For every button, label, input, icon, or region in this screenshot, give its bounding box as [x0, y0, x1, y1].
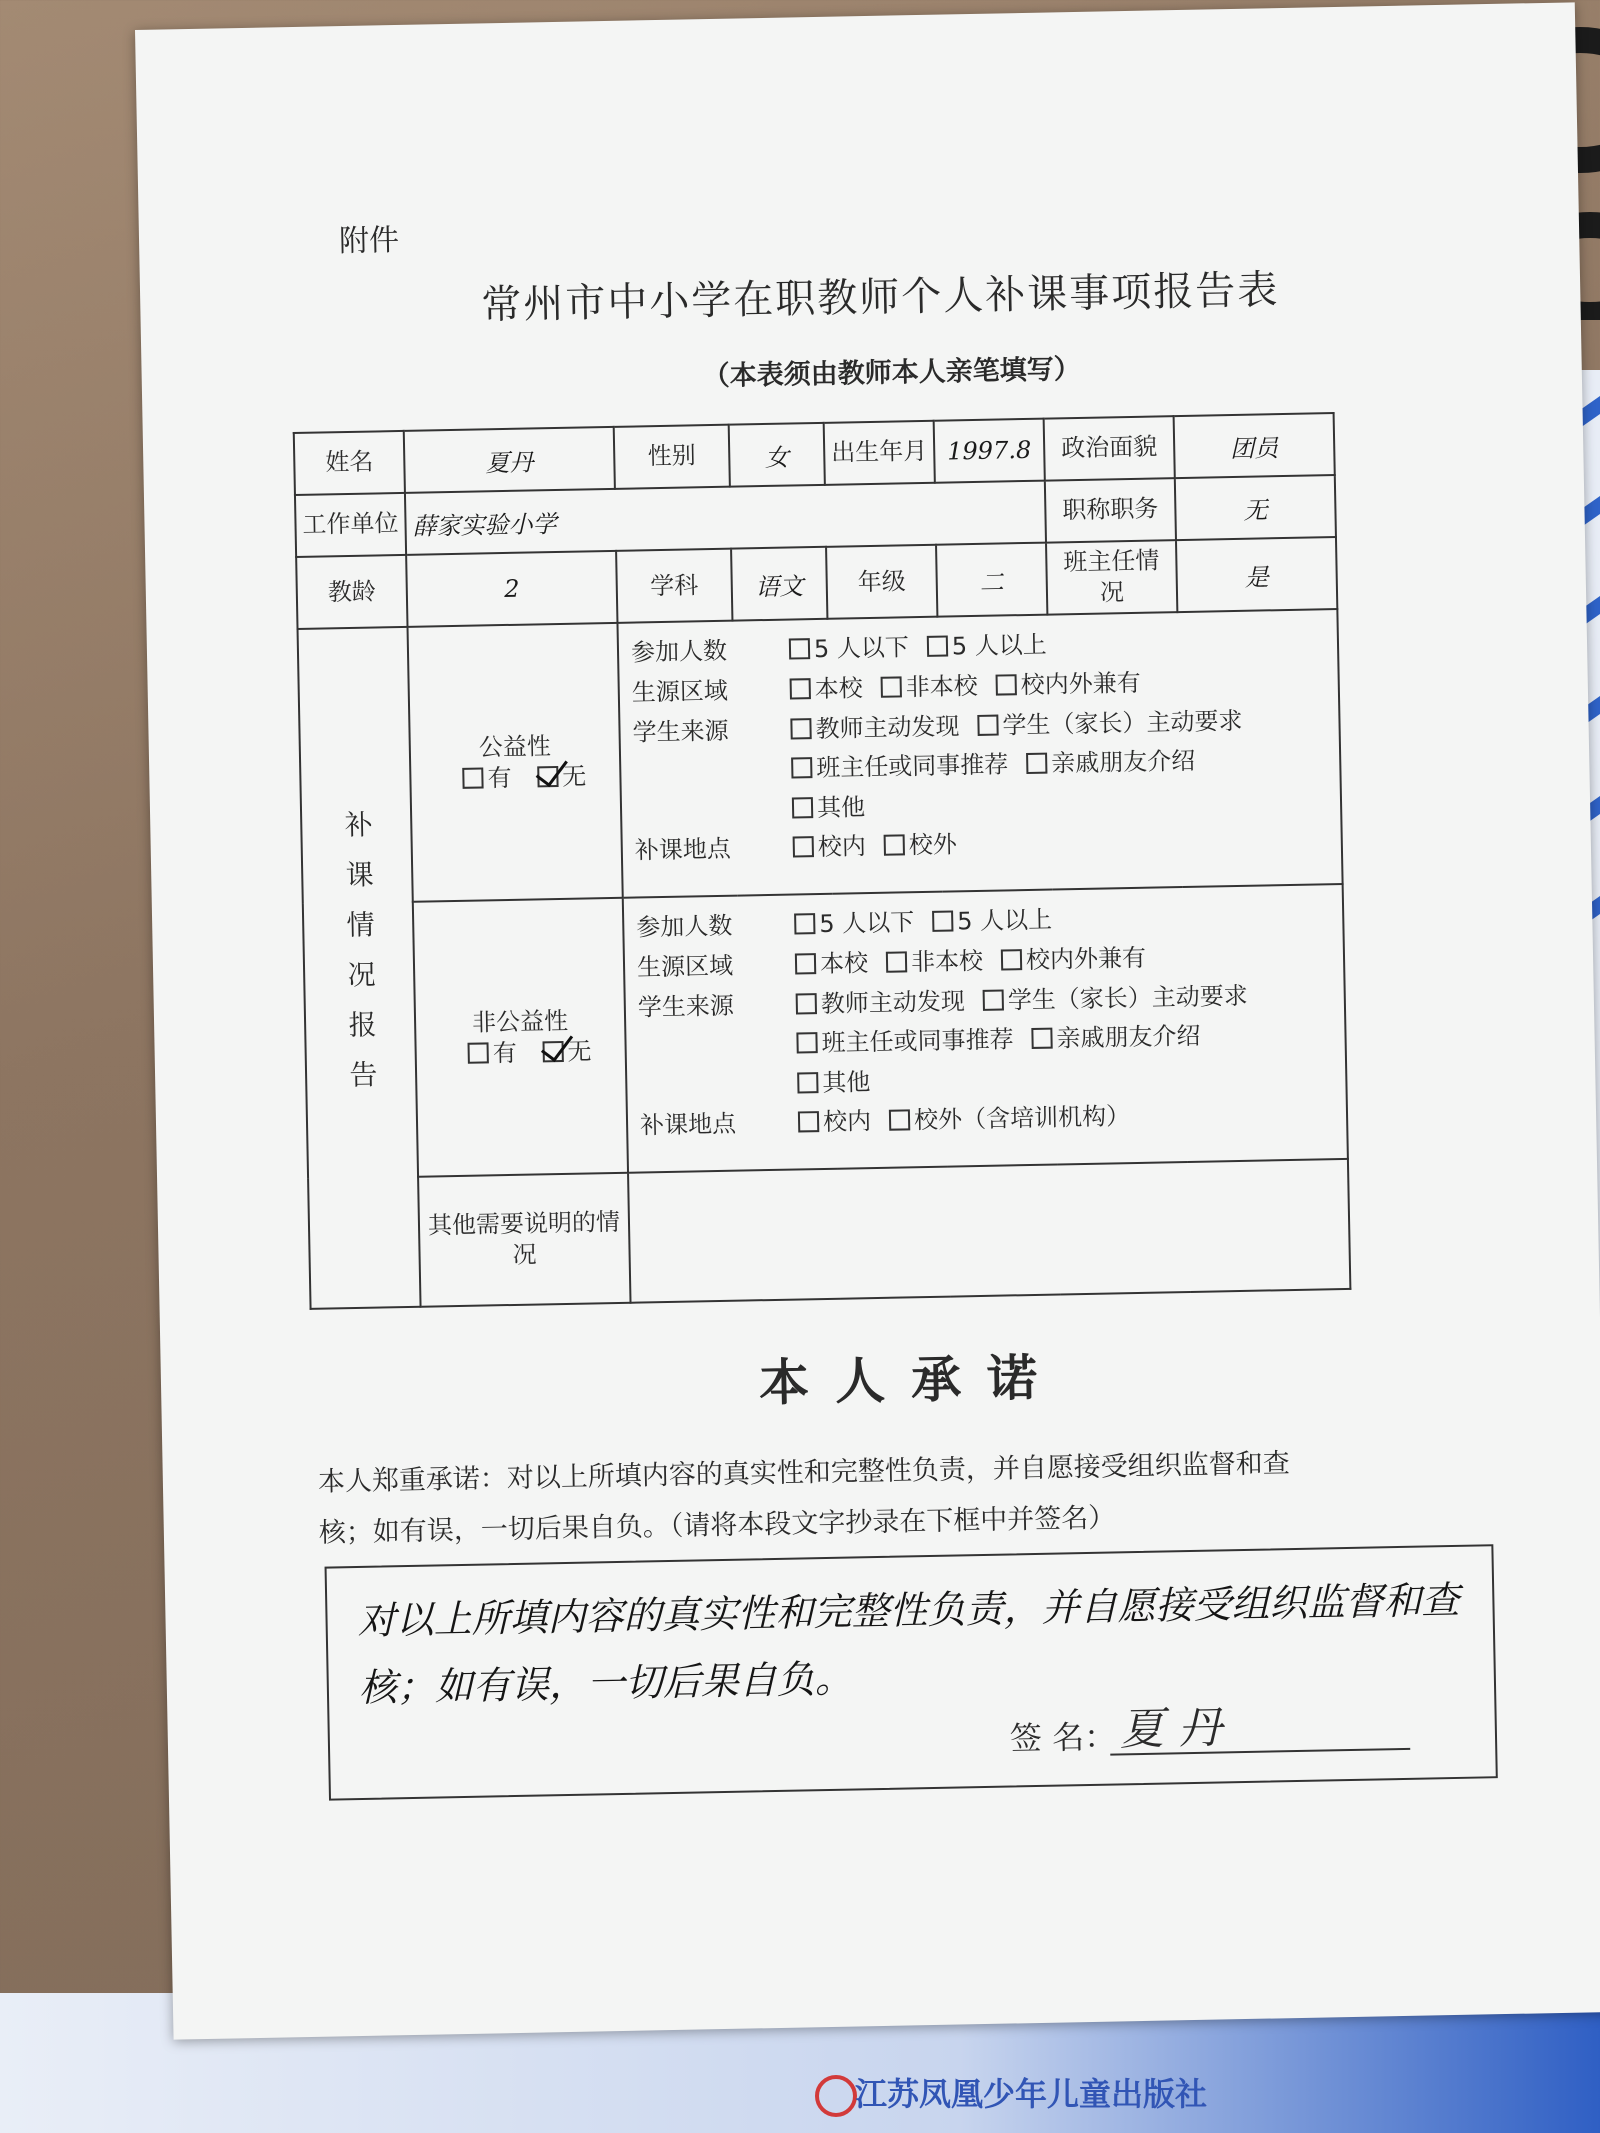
employer-value: 薛家实验小学 — [405, 481, 1046, 555]
nonpublic-region-own-checkbox[interactable] — [795, 953, 816, 974]
report-section-label: 补课情况报告 — [298, 627, 421, 1309]
public-location-inside-checkbox[interactable] — [793, 836, 814, 857]
nonpublic-region-other-label: 非本校 — [910, 946, 984, 977]
nonpublic-yes-label: 有 — [492, 1038, 518, 1068]
nonpublic-location-outside-label: 校外（含培训机构） — [913, 1102, 1131, 1135]
public-no-checkbox[interactable] — [537, 766, 558, 787]
nonpublic-participants-under5-label: 5 人以下 — [819, 908, 915, 939]
title-label: 职称职务 — [1045, 478, 1176, 542]
promise-title: 本人承诺 — [758, 1348, 1064, 1413]
public-yes-checkbox[interactable] — [462, 767, 483, 788]
public-region-other-checkbox[interactable] — [881, 676, 902, 697]
politics-value: 团员 — [1174, 413, 1335, 478]
nonpublic-source-relative-checkbox[interactable] — [1031, 1028, 1052, 1049]
nonpublic-no-checkbox[interactable] — [542, 1041, 563, 1062]
nonpublic-source-relative-label: 亲戚朋友介绍 — [1056, 1021, 1201, 1053]
public-location-label: 补课地点 — [634, 835, 732, 865]
nonpublic-region-other-checkbox[interactable] — [886, 951, 907, 972]
public-location-outside-checkbox[interactable] — [884, 835, 905, 856]
public-welfare-label: 公益性 — [478, 731, 552, 762]
subject-value: 语文 — [731, 547, 827, 621]
other-notes-label: 其他需要说明的情况 — [418, 1173, 630, 1307]
nonpublic-options — [623, 884, 1348, 1173]
nonpublic-location-label: 补课地点 — [639, 1110, 737, 1140]
public-location-inside-label: 校内 — [817, 832, 867, 862]
teach-age-label: 教龄 — [296, 555, 407, 629]
public-source-colleague-label: 班主任或同事推荐 — [816, 750, 1009, 783]
nonpublic-location-inside-label: 校内 — [822, 1107, 872, 1137]
nonpublic-region-label: 生源区域 — [636, 951, 734, 982]
nonpublic-source-colleague-label: 班主任或同事推荐 — [821, 1025, 1014, 1058]
form-subtitle: （本表须由教师本人亲笔填写） — [702, 353, 1081, 393]
public-yes-label: 有 — [487, 763, 512, 793]
public-source-other-checkbox[interactable] — [792, 797, 813, 818]
public-no-label: 无 — [561, 762, 587, 791]
head-teacher-value: 是 — [1176, 537, 1337, 612]
handwritten-promise: 对以上所填内容的真实性和完整性负责，并自愿接受组织监督和查核；如有误，一切后果自负。 — [357, 1577, 1460, 1710]
teach-age-value: 2 — [406, 551, 617, 627]
other-notes-field[interactable] — [628, 1159, 1350, 1303]
promise-text: 本人郑重承诺：对以上所填内容的真实性和完整性负责，并自愿接受组织监督和查核；如有误，一切后果自负。（请将本段文字抄录在下框中并签名） — [317, 1448, 1291, 1550]
public-region-both-label: 校内外兼有 — [1020, 668, 1141, 700]
public-source-label: 学生来源 — [632, 716, 729, 747]
public-source-other-label: 其他 — [816, 792, 866, 822]
grade-value: 二 — [936, 543, 1047, 617]
nonpublic-region-both-label: 校内外兼有 — [1025, 943, 1147, 975]
public-region-other-label: 非本校 — [905, 671, 979, 702]
public-source-colleague-checkbox[interactable] — [791, 757, 812, 778]
nonpublic-participants-over5-checkbox[interactable] — [932, 911, 953, 932]
gender-label: 性别 — [614, 425, 730, 489]
public-region-label: 生源区域 — [631, 676, 729, 707]
gender-value: 女 — [729, 423, 825, 487]
birth-value: 1997.8 — [934, 419, 1045, 483]
birth-label: 出生年月 — [824, 421, 935, 485]
nonpublic-cell — [413, 898, 628, 1177]
grade-label: 年级 — [826, 545, 937, 619]
signature-label: 签 名： — [1009, 1717, 1117, 1758]
public-participants-over5-label: 5 人以上 — [951, 630, 1048, 661]
nonpublic-source-parent-label: 学生（家长）主动要求 — [1007, 981, 1249, 1014]
promise-copy-box[interactable] — [325, 1544, 1498, 1800]
public-region-own-label: 本校 — [814, 674, 864, 704]
nonpublic-participants-over5-label: 5 人以上 — [956, 905, 1053, 936]
nonpublic-source-colleague-checkbox[interactable] — [796, 1032, 817, 1053]
form-title: 常州市中小学在职教师个人补课事项报告表 — [480, 267, 1280, 329]
nonpublic-source-teacher-label: 教师主动发现 — [820, 986, 966, 1018]
public-source-teacher-label: 教师主动发现 — [815, 711, 960, 743]
signature-name: 夏 丹 — [1119, 1702, 1223, 1756]
public-source-parent-checkbox[interactable] — [977, 714, 998, 735]
head-teacher-label: 班主任情况 — [1046, 540, 1177, 615]
public-location-outside-label: 校外 — [908, 830, 958, 860]
public-options — [617, 609, 1342, 898]
public-participants-label: 参加人数 — [630, 637, 728, 667]
nonpublic-yes-checkbox[interactable] — [468, 1042, 489, 1063]
nonpublic-source-parent-checkbox[interactable] — [983, 989, 1004, 1010]
public-participants-under5-checkbox[interactable] — [789, 639, 810, 660]
publisher-logo-icon — [815, 2075, 857, 2117]
nonpublic-source-other-checkbox[interactable] — [797, 1072, 818, 1093]
public-region-both-checkbox[interactable] — [996, 674, 1017, 695]
subject-label: 学科 — [616, 549, 732, 624]
public-participants-under5-label: 5 人以下 — [813, 633, 910, 664]
nonpublic-location-outside-checkbox[interactable] — [889, 1110, 910, 1131]
nonpublic-participants-under5-checkbox[interactable] — [794, 913, 815, 934]
public-source-relative-checkbox[interactable] — [1026, 753, 1047, 774]
employer-label: 工作单位 — [295, 493, 406, 557]
public-participants-over5-checkbox[interactable] — [927, 636, 948, 657]
politics-label: 政治面貌 — [1044, 416, 1175, 480]
report-table — [293, 412, 1352, 1310]
title-value: 无 — [1175, 475, 1336, 540]
name-label: 姓名 — [294, 431, 405, 495]
nonpublic-source-teacher-checkbox[interactable] — [796, 993, 817, 1014]
nonpublic-region-both-checkbox[interactable] — [1001, 949, 1022, 970]
nonpublic-no-label: 无 — [567, 1037, 592, 1066]
nonpublic-location-inside-checkbox[interactable] — [798, 1111, 819, 1132]
public-source-teacher-checkbox[interactable] — [790, 718, 811, 739]
public-source-parent-label: 学生（家长）主动要求 — [1002, 706, 1243, 740]
nonpublic-label: 非公益性 — [471, 1006, 569, 1037]
annex-label: 附件 — [338, 222, 400, 260]
name-value: 夏丹 — [404, 427, 615, 493]
public-source-relative-label: 亲戚朋友介绍 — [1050, 746, 1196, 778]
public-welfare-cell — [408, 623, 623, 902]
public-region-own-checkbox[interactable] — [790, 678, 811, 699]
nonpublic-source-label: 学生来源 — [637, 991, 735, 1022]
publisher-name: 江苏凤凰少年儿童出版社 — [855, 2075, 1208, 2113]
report-form-paper — [135, 2, 1600, 2039]
nonpublic-source-other-label: 其他 — [822, 1067, 871, 1097]
nonpublic-region-own-label: 本校 — [819, 949, 869, 978]
nonpublic-participants-label: 参加人数 — [636, 912, 733, 942]
